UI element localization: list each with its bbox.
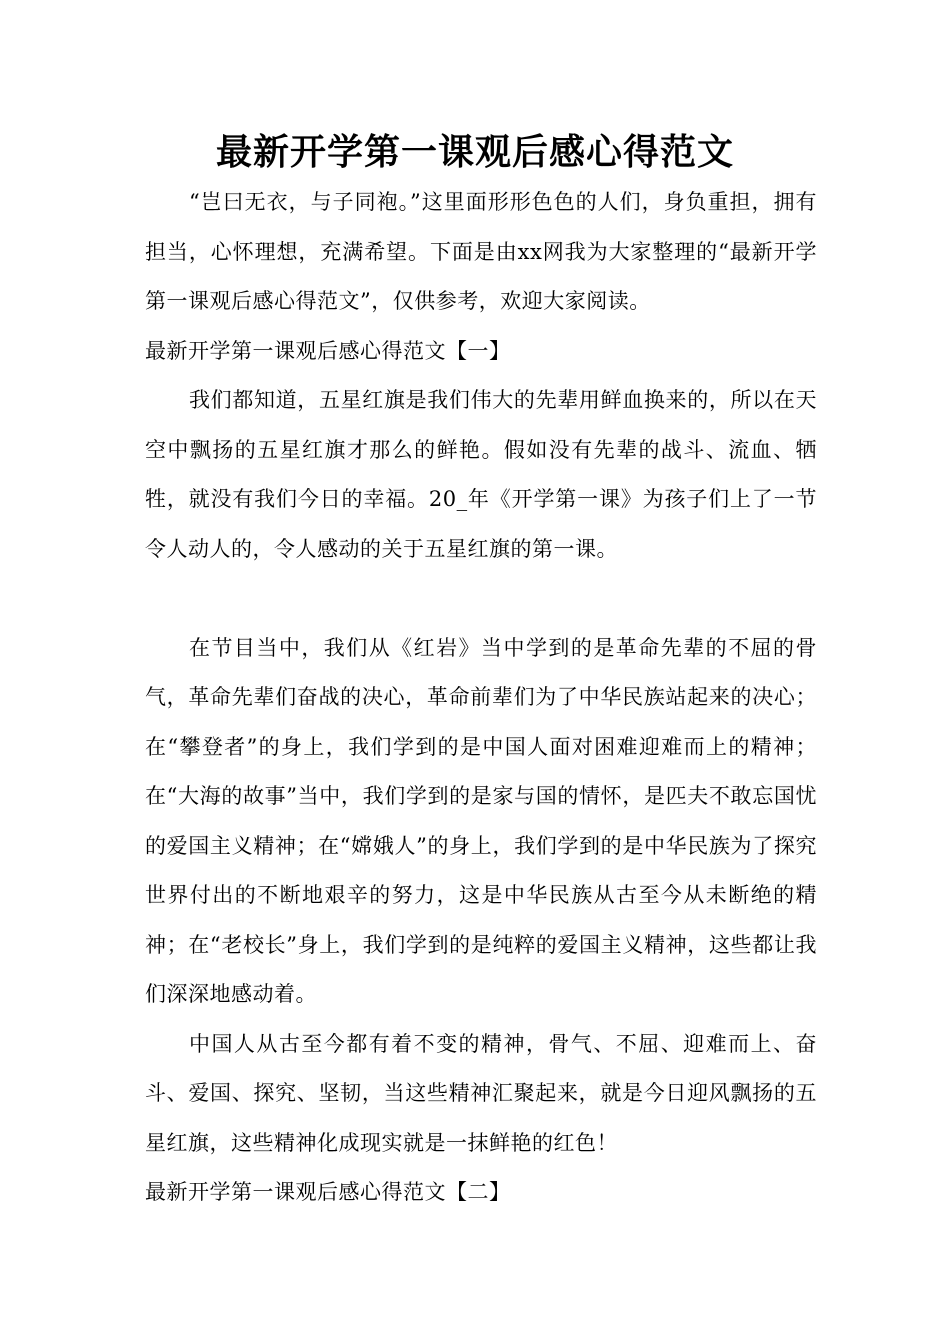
paragraph-3: 中国人从古至今都有着不变的精神，骨气、不屈、迎难而上、奋斗、爱国、探究、坚韧，当这些精神汇聚起来，就是今日迎风飘扬的五星红旗，这些精神化成现实就是一抹鲜艳的红色！ [145,1031,817,1155]
paragraph-1: 我们都知道，五星红旗是我们伟大的先辈用鲜血换来的，所以在天空中飘扬的五星红旗才那么的鲜艳。假如没有先辈的战斗、流血、牺牲，就没有我们今日的幸福。20_年《开学第一课》为孩子们上了一节令人动人的，令人感动的关于五星红旗的第一课。 [145,388,817,561]
document-body [145,178,817,1218]
intro-paragraph: “岂曰无衣，与子同袍。”这里面形形色色的人们，身负重担，拥有担当，心怀理想，充满希望。下面是由xx网我为大家整理的“最新开学第一课观后感心得范文”，仅供参考，欢迎大家阅读。 [145,190,817,313]
paragraph-2: 在节目当中，我们从《红岩》当中学到的是革命先辈的不屈的骨气，革命先辈们奋战的决心，革命前辈们为了中华民族站起来的决心；在“攀登者”的身上，我们学到的是中国人面对困难迎难而上的精神；在“大海的故事”当中，我们学到的是家与国的情怀，是匹夫不敢忘国忧的爱国主义精神；在“嫦娥人”的身上，我们学到的是中华民族为了探究世界付出的不断地艰辛的努力，这是中华民族从古至今从未断绝的精神；在“老校长”身上，我们学到的是纯粹的爱国主义精神，这些都让我们深深地感动着。 [145,635,817,1006]
section-heading-1: 最新开学第一课观后感心得范文【一】 [145,338,511,363]
section-heading-2: 最新开学第一课观后感心得范文【二】 [145,1180,511,1204]
blank-line [145,574,817,624]
document-title: 最新开学第一课观后感心得范文 [215,132,734,173]
